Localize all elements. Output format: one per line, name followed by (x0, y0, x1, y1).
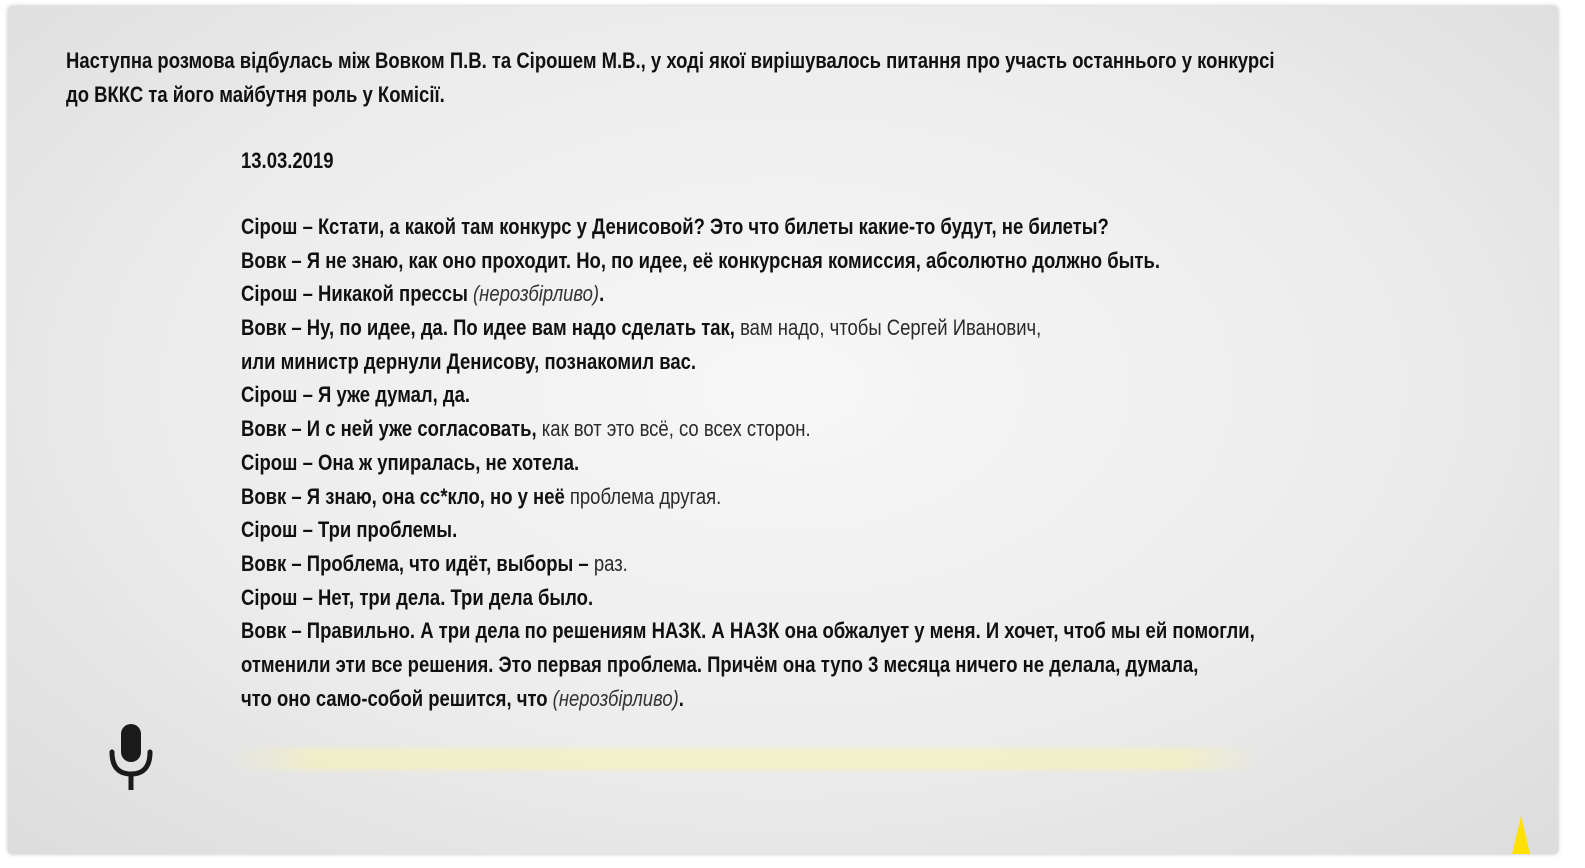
line-text: – Проблема, что идёт, выборы – (291, 550, 594, 576)
dialog-line (241, 311, 1255, 345)
speaker-name: Сірош (241, 584, 298, 610)
dialog-line (241, 412, 1255, 446)
line-text: – Я знаю, она сс*кло, но у неё (291, 483, 570, 509)
line-text-light: вам надо, чтобы Сергей Иванович, (740, 315, 1042, 341)
dialog-line (241, 547, 1255, 581)
dialog-transcript (241, 210, 1255, 715)
line-text-light: проблема другая. (569, 483, 722, 509)
line-text: или министр дернули Денисову, познакомил вас. (241, 348, 697, 374)
line-text: – Кстати, а какой там конкурс у Денисовой? Это что билеты какие-то будут, не билеты? (302, 214, 1109, 239)
dialog-line (241, 581, 1255, 615)
dialog-line (241, 378, 1255, 412)
line-text: – Нет, три дела. Три дела было. (302, 584, 594, 610)
line-text: – Ну, по идее, да. По идее вам надо сделать так, (291, 315, 741, 341)
accent-corner-mark (1512, 816, 1530, 854)
dialog-line (241, 480, 1255, 514)
dialog-line (241, 513, 1255, 547)
dialog-line (241, 345, 1255, 379)
speaker-name: Вовк (241, 247, 287, 273)
dialog-line (241, 277, 1255, 311)
line-end: . (678, 685, 684, 711)
speaker-name: Сірош (241, 281, 298, 307)
audio-waveform (232, 748, 1262, 770)
inaudible-note: (нерозбірливо) (473, 281, 600, 307)
speaker-name: Вовк (241, 315, 287, 341)
dialog-line (241, 210, 1255, 244)
speaker-name: Вовк (241, 416, 287, 442)
intro-line-2: до ВККС та його майбутня роль у Комісії. (66, 82, 445, 107)
line-text: что оно само-собой решится, что (241, 685, 553, 711)
line-text: – Я уже думал, да. (302, 382, 471, 408)
line-text: отменили эти все решения. Это первая проблема. Причём она тупо 3 месяца ничего не делала, думала, (241, 651, 1199, 677)
line-text-light: раз. (593, 550, 628, 576)
speaker-name: Сірош (241, 517, 298, 543)
dialog-line (241, 682, 1255, 716)
speaker-name: Сірош (241, 382, 298, 408)
intro-paragraph (66, 44, 1275, 112)
transcript-slide (8, 6, 1558, 854)
speaker-name: Вовк (241, 618, 287, 644)
intro-line-1: Наступна розмова відбулась між Вовком П.В. та Сірошем М.В., у ході якої вирішувалось питання про участь останнього у конкурсі (66, 48, 1275, 73)
speaker-name: Сірош (241, 449, 298, 475)
line-text: – Правильно. А три дела по решениям НАЗК. А НАЗК она обжалует у меня. И хочет, чтоб мы ей помогли, (291, 618, 1255, 644)
microphone-icon (106, 722, 156, 794)
speaker-name: Вовк (241, 483, 287, 509)
line-text-light: как вот это всё, со всех сторон. (541, 416, 811, 442)
speaker-name: Сірош (241, 214, 298, 239)
line-text: – Три проблемы. (302, 517, 458, 543)
line-end: . (599, 281, 605, 307)
line-text: – Я не знаю, как оно проходит. Но, по идее, её конкурсная комиссия, абсолютно должно быть. (291, 247, 1160, 273)
dialog-line (241, 648, 1255, 682)
dialog-line (241, 614, 1255, 648)
inaudible-note: (нерозбірливо) (552, 685, 679, 711)
line-text: – Она ж упиралась, не хотела. (302, 449, 580, 475)
speaker-name: Вовк (241, 550, 287, 576)
dialog-line (241, 446, 1255, 480)
conversation-date: 13.03.2019 (241, 148, 334, 173)
line-text: – Никакой прессы (302, 281, 474, 307)
line-text: – И с ней уже согласовать, (291, 416, 542, 442)
dialog-line (241, 244, 1255, 278)
